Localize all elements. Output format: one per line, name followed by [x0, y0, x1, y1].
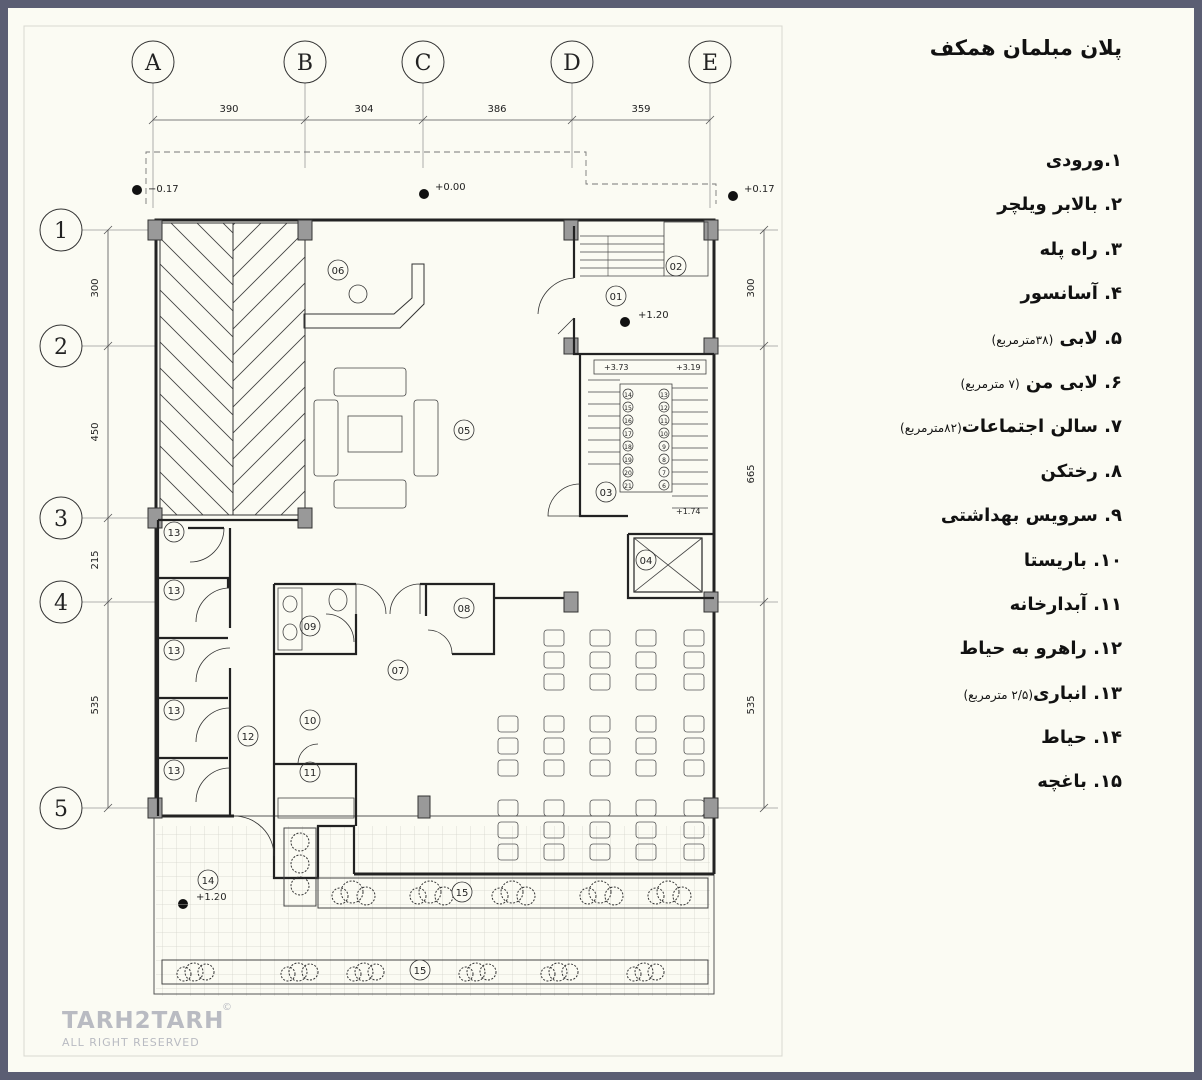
dim-top-4: 359 [631, 104, 651, 115]
room-tag-12: 12 [241, 732, 255, 743]
room-tag-15-b: 15 [413, 966, 427, 977]
legend-item [702, 457, 1122, 501]
stair-treads [580, 236, 708, 508]
stair-num-r3: 11 [660, 418, 668, 425]
legend-item-label: ۲. بالابر ویلچر [997, 194, 1122, 216]
legend-item-label: ۳. راه پله [1039, 238, 1122, 260]
hatched-ramp-left [160, 223, 233, 515]
dim-right-2: 665 [746, 464, 757, 484]
room-tag-13-c: 13 [167, 646, 181, 657]
auditorium-chair [590, 738, 610, 754]
grid-label-4: 4 [54, 591, 68, 616]
legend-item-label: ۷. سالن اجتماعات [961, 416, 1122, 438]
legend-item-label: ۱۳. انباری [1033, 682, 1122, 704]
auditorium-chair [684, 630, 704, 646]
legend-item-label: ۵. لابی [1053, 327, 1122, 349]
level-l5: +3.73 [604, 363, 629, 372]
auditorium-chair [498, 738, 518, 754]
legend-item-area: (۳۸مترمربع) [991, 332, 1054, 347]
grid-row-bubbles [40, 209, 82, 829]
stair-num-r5: 9 [662, 444, 666, 451]
legend-item [702, 146, 1122, 190]
stair-num-l2: 15 [624, 405, 632, 412]
auditorium-chair [590, 674, 610, 690]
floor-plan-drawing [8, 8, 798, 1072]
stair-num-l1: 14 [624, 392, 632, 399]
room-tag-13-d: 13 [167, 706, 181, 717]
auditorium-chair [636, 800, 656, 816]
legend-item-label: ۶. لابی من [1019, 371, 1122, 393]
auditorium-chair [636, 630, 656, 646]
legend-item [702, 501, 1122, 545]
auditorium-chair [684, 738, 704, 754]
auditorium-chair [544, 674, 564, 690]
auditorium-chair [636, 738, 656, 754]
room-tag-10: 10 [303, 716, 317, 727]
site-boundary-dashed [146, 152, 716, 204]
auditorium-chair [684, 716, 704, 732]
legend-item [702, 279, 1122, 323]
stair-num-l4: 17 [624, 431, 632, 438]
reception-chair [349, 285, 367, 303]
legend-item-label: ۱۰. باریستا [1023, 549, 1122, 571]
level-l2: +0.00 [435, 182, 466, 193]
legend-item-label: ۸. رختکن [1040, 460, 1122, 482]
room-tag-08: 08 [457, 604, 471, 615]
legend-item-area: (۲/۵ مترمربع) [963, 687, 1034, 702]
stair-num-l5: 18 [624, 444, 632, 451]
auditorium-chair [590, 630, 610, 646]
room-tag-06: 06 [331, 266, 345, 277]
legend-item [702, 679, 1122, 723]
legend-item-area: (۷ مترمربع) [960, 376, 1020, 391]
legend-item [702, 412, 1122, 456]
room-tag-07: 07 [391, 666, 405, 677]
auditorium-chair [544, 630, 564, 646]
stair-num-r2: 12 [660, 405, 668, 412]
room-tag-05: 05 [457, 426, 471, 437]
grid-label-3: 3 [54, 507, 68, 532]
dim-right-1: 300 [746, 278, 757, 298]
level-l7: +1.74 [676, 507, 701, 516]
dimension-chain-top [149, 116, 714, 124]
auditorium-chair [636, 674, 656, 690]
auditorium-chair [544, 760, 564, 776]
auditorium-chair [590, 800, 610, 816]
auditorium-chair [636, 716, 656, 732]
auditorium-chair [544, 652, 564, 668]
room-tag-13-e: 13 [167, 766, 181, 777]
stair-num-r8: 6 [662, 483, 666, 490]
pantry-counter [278, 798, 354, 818]
grid-column-bubbles [132, 41, 731, 83]
stair-num-l7: 20 [624, 470, 632, 477]
watermark-brand: TARH2TARH [62, 1008, 225, 1034]
grid-label-5: 5 [54, 797, 68, 822]
legend-item [702, 723, 1122, 767]
legend-item [702, 324, 1122, 368]
legend-item-label: ۱۱. آبدارخانه [1009, 593, 1122, 615]
dim-left-1: 300 [90, 278, 101, 298]
legend-item [702, 546, 1122, 590]
dim-top-2: 304 [354, 104, 374, 115]
level-l4: +1.20 [638, 310, 669, 321]
watermark-subtitle: ALL RIGHT RESERVED [62, 1036, 200, 1049]
hatched-ramp-right [233, 223, 305, 515]
room-tag-04: 04 [639, 556, 653, 567]
drawing-sheet [8, 8, 1194, 1072]
room-tag-13-a: 13 [167, 528, 181, 539]
grid-label-A: A [145, 51, 161, 76]
stair-num-l8: 21 [624, 483, 632, 490]
legend-item [702, 368, 1122, 412]
grid-label-C: C [414, 51, 432, 76]
auditorium-chair [590, 716, 610, 732]
grid-label-1: 1 [54, 219, 68, 244]
auditorium-chair [498, 716, 518, 732]
watermark-copyright: © [222, 1002, 232, 1013]
room-tag-09: 09 [303, 622, 317, 633]
room-tag-11: 11 [303, 768, 317, 779]
stair-num-r7: 7 [662, 470, 666, 477]
auditorium-chair [590, 760, 610, 776]
stair-step-numbers [623, 389, 669, 490]
plan-title: پلان مبلمان همکف [929, 36, 1122, 60]
room-tag-01: 01 [609, 292, 623, 303]
auditorium-seating [498, 630, 704, 860]
stair-num-l3: 16 [624, 418, 632, 425]
auditorium-chair [544, 716, 564, 732]
legend-item-label: ۱۴. حیاط [1041, 727, 1122, 749]
dim-right-3: 535 [746, 695, 757, 715]
legend-panel [702, 36, 1122, 812]
room-tag-02: 02 [669, 262, 683, 273]
room-tag-14: 14 [201, 876, 215, 887]
legend-item-label: ۱.ورودی [1045, 150, 1122, 171]
legend-item [702, 767, 1122, 811]
room-tag-13-b: 13 [167, 586, 181, 597]
legend-item [702, 190, 1122, 234]
auditorium-chair [684, 674, 704, 690]
grid-label-D: D [563, 51, 581, 76]
stair-num-r6: 8 [662, 457, 666, 464]
stair-num-l6: 19 [624, 457, 632, 464]
legend-item-label: ۴. آسانسور [1020, 283, 1122, 305]
stair-num-r1: 13 [660, 392, 668, 399]
legend-item [702, 590, 1122, 634]
watermark-logo [36, 990, 246, 1060]
auditorium-chair [498, 760, 518, 776]
legend-item-label: ۱۲. راهرو به حیاط [959, 638, 1122, 660]
auditorium-chair [636, 760, 656, 776]
legend-item-label: ۱۵. باغچه [1037, 771, 1122, 793]
wc-fixtures [278, 588, 347, 650]
dim-left-3: 215 [90, 550, 101, 570]
auditorium-chair [498, 800, 518, 816]
auditorium-chair [684, 800, 704, 816]
auditorium-chair [544, 800, 564, 816]
legend-item-label: ۹. سرویس بهداشتی [940, 505, 1122, 527]
auditorium-chair [544, 738, 564, 754]
legend-item [702, 235, 1122, 279]
auditorium-chair [590, 652, 610, 668]
dimension-chain-left [104, 226, 112, 812]
auditorium-chair [684, 760, 704, 776]
level-l3: +0.17 [744, 184, 775, 195]
lobby-furniture [314, 368, 438, 508]
grid-label-B: B [296, 51, 314, 76]
room-tag-03: 03 [599, 488, 613, 499]
grid-label-E: E [701, 51, 719, 76]
legend-item-area: (۸۲مترمربع) [900, 421, 962, 436]
auditorium-chair [636, 652, 656, 668]
stair-num-r4: 10 [660, 431, 668, 438]
legend-list [702, 146, 1122, 812]
dim-left-4: 535 [90, 695, 101, 715]
level-l6: +3.19 [676, 363, 701, 372]
room-tag-15-a: 15 [455, 888, 469, 899]
legend-item [702, 634, 1122, 678]
dim-top-1: 390 [219, 104, 239, 115]
yard-area [156, 826, 710, 996]
dim-top-3: 386 [487, 104, 507, 115]
level-l1: −0.17 [148, 184, 179, 195]
reception-desk [304, 264, 424, 328]
grid-label-2: 2 [54, 335, 68, 360]
auditorium-chair [684, 652, 704, 668]
dim-left-2: 450 [90, 422, 101, 442]
